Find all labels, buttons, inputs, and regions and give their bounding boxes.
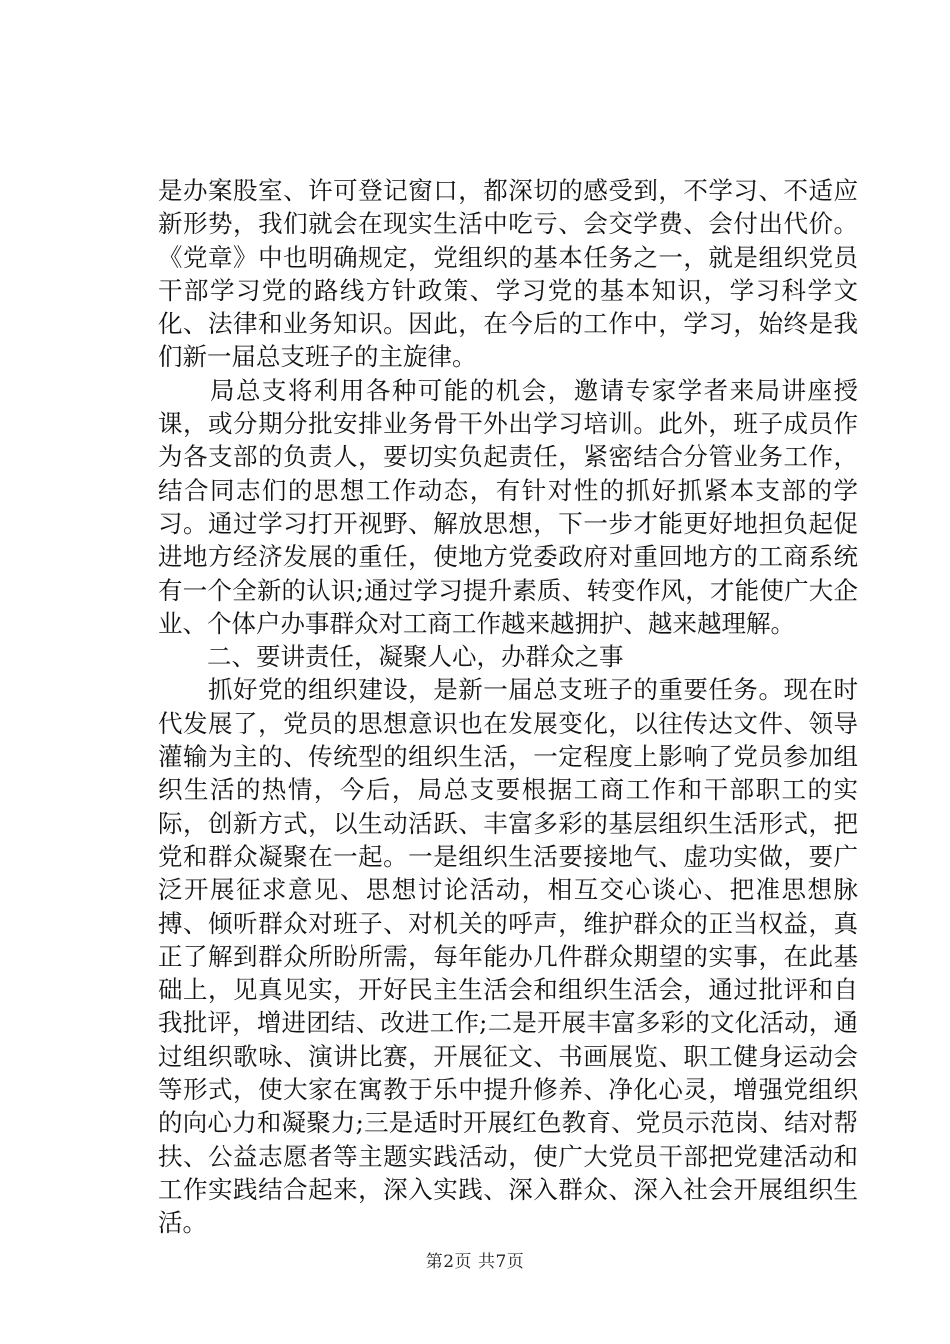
section-heading: 二、要讲责任，凝聚人心，办群众之事 (158, 642, 624, 672)
page-number-footer: 第2页 共7页 (425, 1252, 525, 1272)
paragraph-organization-building: 抓好党的组织建设，是新一届总支班子的重要任务。现在时代发展了，党员的思想意识也在发展变化，以往传达文件、领导灌输为主的、传统型的组织生活，一定程度上影响了党员参加组织生活的热情，今后，局总支要根据工商工作和干部职工的实际，创新方式，以生动活跃、丰富多彩的基层组织生活形式，把党和群众凝聚在一起。一是组织生活要接地气、虚功实做，要广泛开展征求意见、思想讨论活动，相互交心谈心、把准思想脉搏、倾听群众对班子、对机关的呼声，维护群众的正当权益，真正了解到群众所盼所需，每年能办几件群众期望的实事，在此基础上，见真见实，开好民主生活会和组织生活会，通过批评和自我批评，增进团结、改进工作;二是开展丰富多彩的文化活动，通过组织歌咏、演讲比赛，开展征文、书画展览、职工健身运动会等形式，使大家在寓教于乐中提升修养、净化心灵，增强党组织的向心力和凝聚力;三是适时开展红色教育、党员示范岗、结对帮扶、公益志愿者等主题实践活动，使广大党员干部把党建活动和工作实践结合起来，深入实践、深入群众、深入社会开展组织生活。 (158, 675, 858, 1238)
paragraph-study-plan: 局总支将利用各种可能的机会，邀请专家学者来局讲座授课，或分期分批安排业务骨干外出学习培训。此外，班子成员作为各支部的负责人，要切实负起责任，紧密结合分管业务工作，结合同志们的思想工作动态，有针对性的抓好抓紧本支部的学习。通过学习打开视野、解放思想，下一步才能更好地担负起促进地方经济发展的重任，使地方党委政府对重回地方的工商系统有一个全新的认识;通过学习提升素质、转变作风，才能使广大企业、个体户办事群众对工商工作越来越拥护、越来越理解。 (158, 375, 858, 638)
paragraph-continuation: 是办案股室、许可登记窗口，都深切的感受到，不学习、不适应新形势，我们就会在现实生活中吃亏、会交学费、会付出代价。《党章》中也明确规定，党组织的基本任务之一，就是组织党员干部学习党的路线方针政策、学习党的基本知识，学习科学文化、法律和业务知识。因此，在今后的工作中，学习，始终是我们新一届总支班子的主旋律。 (158, 176, 858, 372)
body-text (158, 174, 858, 1240)
